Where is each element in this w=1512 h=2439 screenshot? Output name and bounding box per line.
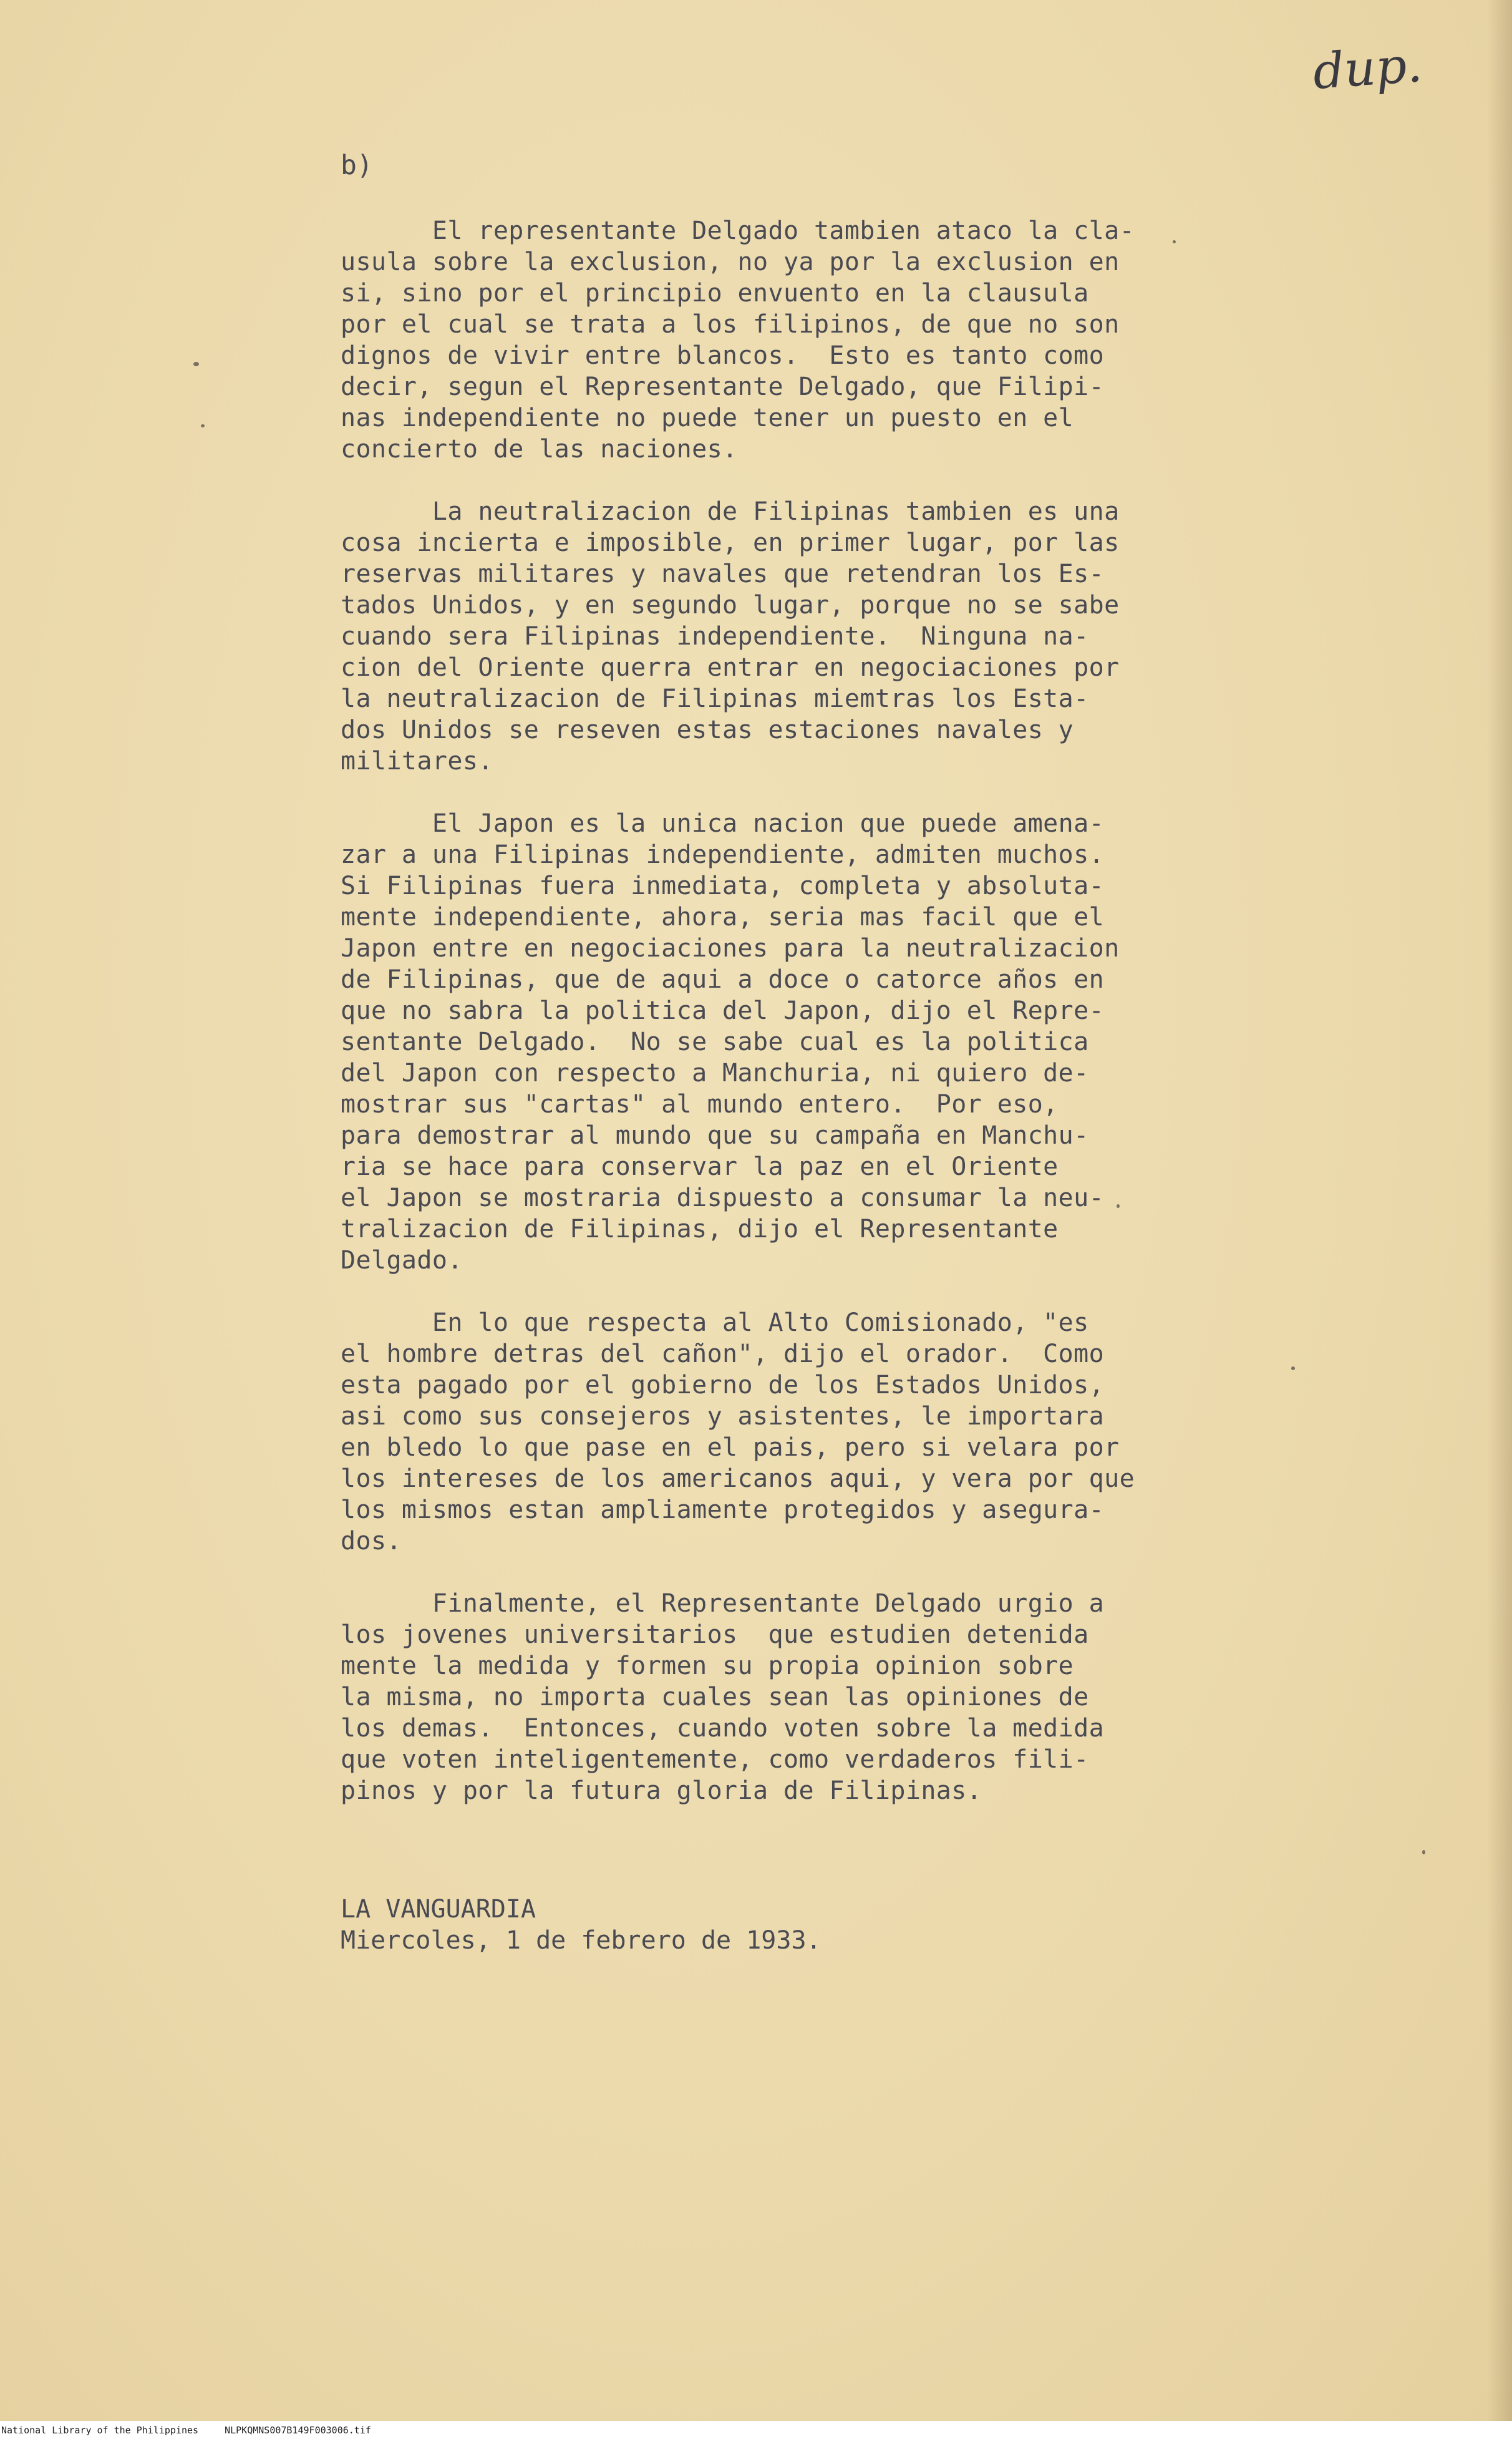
handwritten-note: dup. <box>1311 37 1424 100</box>
footer-file-id: NLPKQMNS007B149F003006.tif <box>225 2424 371 2436</box>
paragraph-neutralization: La neutralizacion de Filipinas tambien es una cosa incierta e imposible, en primer lugar, por las reservas militares y navales que retendran los Es- tados Unidos, y en segundo lugar, porque no se sabe cuando sera Filipinas independiente. Ninguna na- cion del Oriente querra entrar en negociaciones por la neutralizacion de Filipinas miemtras los Esta- dos Unidos se reseven estas estaciones navales y militares. <box>341 497 1120 776</box>
scan-footer <box>0 2421 1512 2439</box>
item-label: b) <box>341 150 373 181</box>
source-citation <box>341 1894 821 1956</box>
footer-institution: National Library of the Philippines <box>1 2424 199 2436</box>
paper-speck <box>1173 240 1176 243</box>
paragraph-high-commissioner: En lo que respecta al Alto Comisionado, "es el hombre detras del cañon", dijo el orador. Como esta pagado por el gobierno de los Estados Unidos, asi como sus consejeros y asistentes, le importara en bledo lo que pase en el pais, pero si velara por los intereses de los americanos aqui, y vera por que los mismos estan ampliamente protegidos y asegura- dos. <box>341 1308 1135 1555</box>
publication-date: Miercoles, 1 de febrero de 1933. <box>341 1926 821 1955</box>
paper-speck <box>1117 1204 1120 1208</box>
publication-name: LA VANGUARDIA <box>341 1895 536 1924</box>
paper-speck <box>1291 1366 1295 1370</box>
paragraph-delgado-exclusion: El representante Delgado tambien ataco la cla- usula sobre la exclusion, no ya por la exclusion en si, sino por el principio envuento en la clausula por el cual se trata a los filipinos, de que no son dignos de vivir entre blancos. Esto es tanto como decir, segun el Representante Delgado, que Filipi- nas independiente no puede tener un puesto en el concierto de las naciones. <box>341 217 1135 464</box>
paragraph-japan: El Japon es la unica nacion que puede amena- zar a una Filipinas independiente, admiten muchos. Si Filipinas fuera inmediata, completa y absoluta- mente independiente, ahora, seria mas facil que el Japon entre en negociaciones para la neutralizacion de Filipinas, que de aqui a doce o catorce años en que no sabra la politica del Japon, dijo el Repre- sentante Delgado. No se sabe cual es la politica del Japon con respecto a Manchuria, ni quiero de- mostrar sus "cartas" al mundo entero. Por eso, para demostrar al mundo que su campaña en Manchu- ria se hace para conservar la paz en el Oriente el Japon se mostraria dispuesto a consumar la neu- tralizacion de Filipinas, dijo el Representante Delgado. <box>341 809 1120 1275</box>
paper-speck <box>193 362 199 366</box>
paragraph-conclusion: Finalmente, el Representante Delgado urgio a los jovenes universitarios que estudien detenida mente la medida y formen su propia opinion sobre la misma, no importa cuales sean las opiniones de los demas. Entonces, cuando voten sobre la medida que voten inteligentemente, como verdaderos fili- pinos y por la futura gloria de Filipinas. <box>341 1589 1105 1805</box>
paper-speck <box>1422 1850 1425 1854</box>
paper-speck <box>201 424 205 427</box>
page-edge-shadow <box>1487 0 1512 2439</box>
